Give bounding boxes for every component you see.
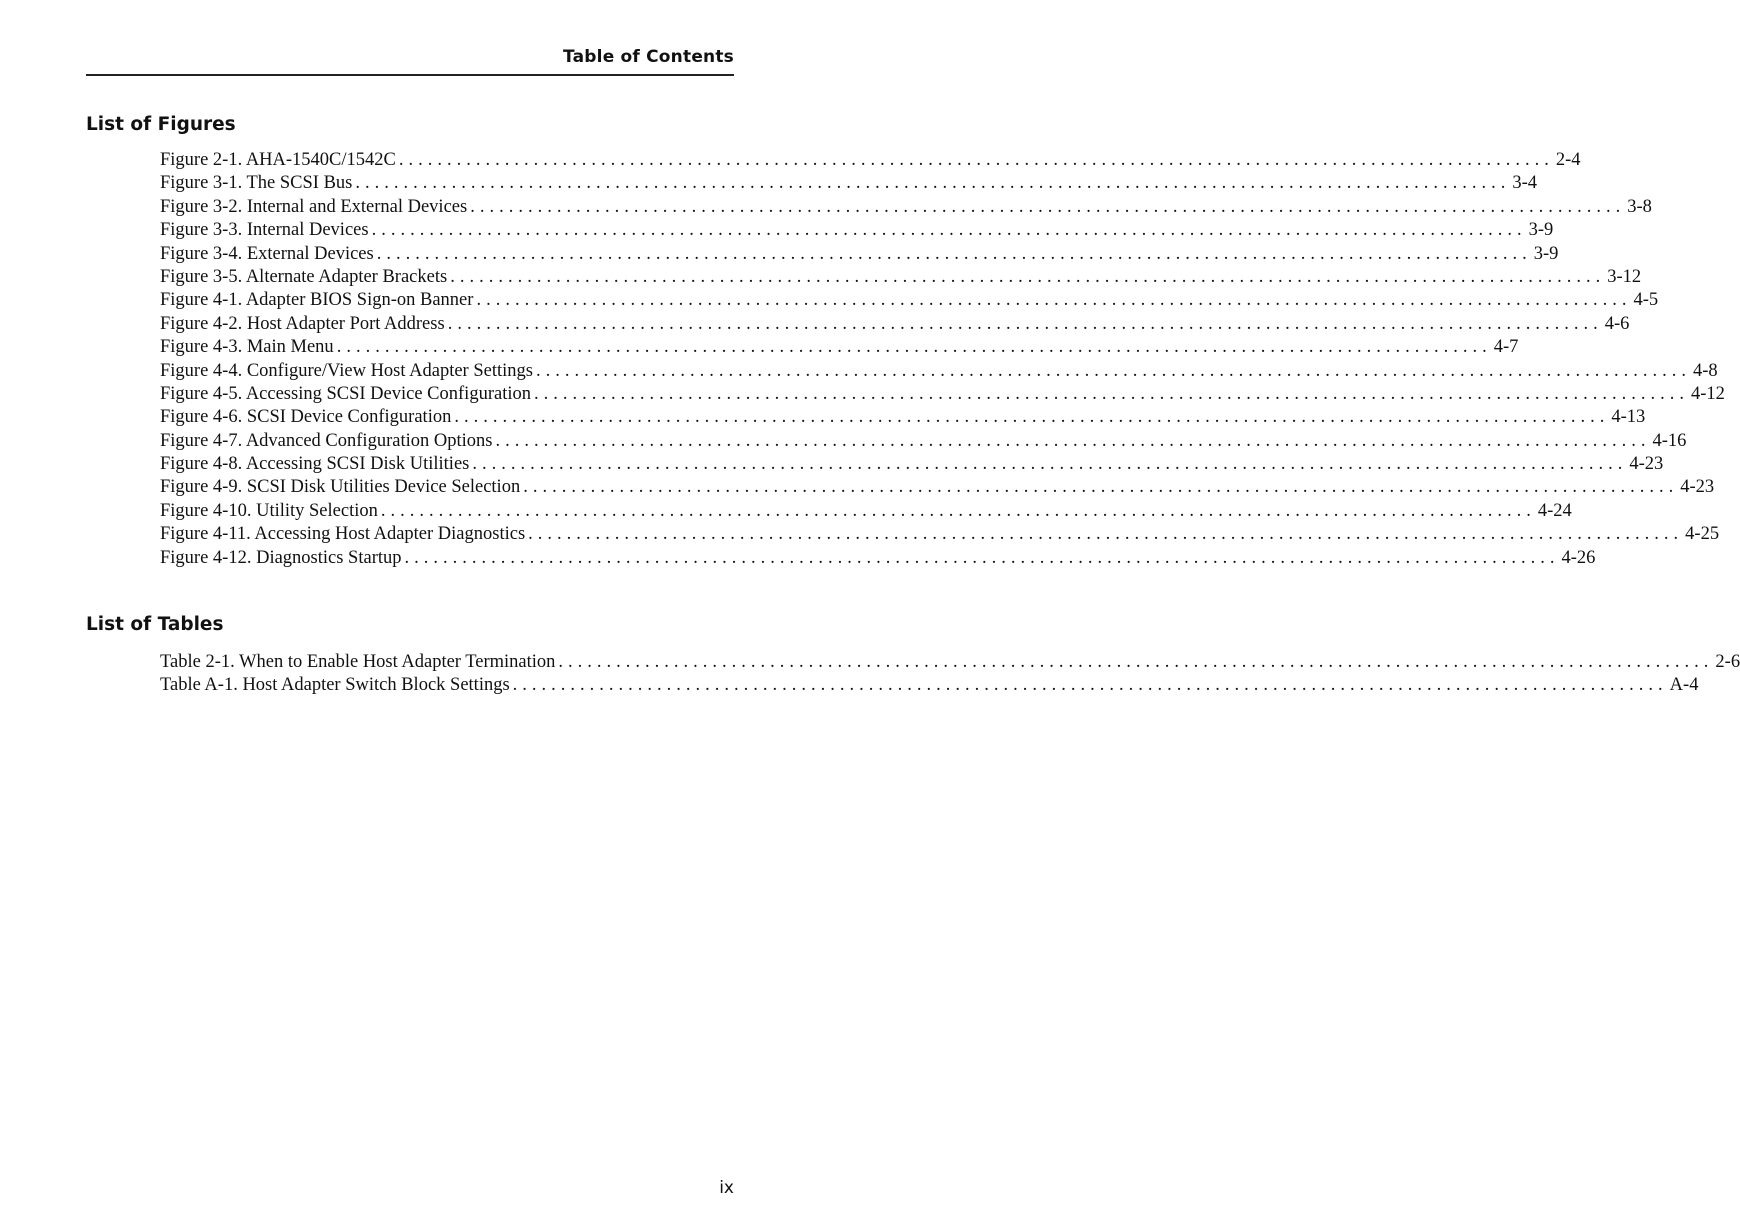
entry-title: Figure 4-5. Accessing SCSI Device Configuration [160, 383, 531, 404]
entry-title: Figure 4-6. SCSI Device Configuration [160, 407, 452, 428]
dot-leader: ........................................................................................................................ [447, 313, 1603, 334]
dot-leader: ........................................................................................................................ [355, 173, 1511, 194]
entry-page: 4-6 [1604, 313, 1630, 334]
dot-leader: ........................................................................................................................ [454, 407, 1610, 428]
dot-leader: ........................................................................................................................ [380, 500, 1536, 521]
figure-entry[interactable] [160, 196, 1652, 219]
dot-leader: ........................................................................................................................ [512, 675, 1668, 696]
entry-page: 4-23 [1629, 454, 1664, 475]
entry-title: Figure 3-5. Alternate Adapter Brackets [160, 266, 448, 287]
figure-entry[interactable] [160, 523, 1720, 546]
figure-entry[interactable] [160, 500, 1572, 523]
figure-entry[interactable] [160, 336, 1519, 359]
entry-title: Figure 4-12. Diagnostics Startup [160, 547, 402, 568]
entry-page: 3-12 [1607, 266, 1642, 287]
entry-title: Table A-1. Host Adapter Switch Block Settings [160, 675, 510, 696]
dot-leader: ........................................................................................................................ [376, 243, 1532, 264]
entry-title: Figure 4-4. Configure/View Host Adapter Settings [160, 360, 533, 381]
entry-title: Figure 4-8. Accessing SCSI Disk Utilities [160, 454, 470, 475]
figure-entry[interactable] [160, 289, 1659, 312]
figure-entry[interactable] [160, 430, 1687, 453]
dot-leader: ........................................................................................................................ [533, 383, 1689, 404]
entry-title: Figure 3-4. External Devices [160, 243, 374, 264]
figure-entry[interactable] [160, 453, 1664, 476]
entry-page: 4-13 [1611, 407, 1646, 428]
figure-entry[interactable] [160, 172, 1538, 195]
entry-page: 3-9 [1528, 220, 1554, 241]
page-number: ix [719, 1178, 734, 1198]
running-header: Table of Contents [563, 47, 734, 67]
dot-leader: ........................................................................................................................ [450, 266, 1606, 287]
entry-page: 2-6 [1715, 652, 1740, 672]
entry-page: 3-4 [1512, 173, 1538, 194]
dot-leader: ........................................................................................................................ [528, 524, 1684, 545]
entry-page: 4-12 [1690, 383, 1725, 404]
figure-entry[interactable] [160, 360, 1718, 383]
figure-entry[interactable] [160, 313, 1630, 336]
dot-leader: ........................................................................................................................ [336, 337, 1492, 358]
figure-entry[interactable] [160, 219, 1554, 242]
entry-title: Figure 4-7. Advanced Configuration Options [160, 430, 493, 451]
entry-title: Figure 4-1. Adapter BIOS Sign-on Banner [160, 290, 474, 311]
entry-page: 4-5 [1633, 290, 1659, 311]
figure-entry[interactable] [160, 383, 1725, 406]
dot-leader: ........................................................................................................................ [472, 454, 1628, 475]
figure-entry[interactable] [160, 406, 1646, 429]
entry-page: 4-16 [1652, 430, 1687, 451]
list-of-tables-heading: List of Tables [86, 614, 224, 635]
entry-title: Figure 4-3. Main Menu [160, 337, 334, 358]
entry-page: 4-8 [1692, 360, 1718, 381]
dot-leader: ........................................................................................................................ [404, 547, 1560, 568]
entry-page: 4-25 [1685, 524, 1720, 545]
entry-page: 4-7 [1493, 337, 1519, 358]
figure-entry[interactable] [160, 547, 1596, 570]
table-entry[interactable] [160, 651, 1740, 674]
entry-title: Figure 3-2. Internal and External Devices [160, 196, 468, 217]
entry-page: 3-9 [1533, 243, 1559, 264]
entry-title: Figure 4-9. SCSI Disk Utilities Device Selection [160, 477, 521, 498]
entry-title: Figure 4-2. Host Adapter Port Address [160, 313, 445, 334]
entry-title: Figure 4-10. Utility Selection [160, 500, 378, 521]
list-of-figures-heading: List of Figures [86, 114, 236, 135]
entry-title: Figure 4-11. Accessing Host Adapter Diagnostics [160, 524, 526, 545]
entry-title: Figure 3-3. Internal Devices [160, 220, 369, 241]
figure-entry[interactable] [160, 243, 1559, 266]
entry-page: 4-23 [1680, 477, 1715, 498]
dot-leader: ........................................................................................................................ [476, 290, 1632, 311]
dot-leader: ........................................................................................................................ [398, 150, 1554, 170]
entry-page: 4-24 [1537, 500, 1572, 521]
figures-list [160, 149, 1725, 570]
entry-page: 4-26 [1561, 547, 1596, 568]
entry-page: 2-4 [1555, 150, 1581, 170]
dot-leader: ........................................................................................................................ [371, 220, 1527, 241]
figure-entry[interactable] [160, 266, 1642, 289]
dot-leader: ........................................................................................................................ [523, 477, 1679, 498]
table-entry[interactable] [160, 674, 1699, 697]
dot-leader: ........................................................................................................................ [470, 196, 1626, 217]
entry-title: Figure 3-1. The SCSI Bus [160, 173, 353, 194]
entry-page: A-4 [1669, 675, 1699, 696]
dot-leader: ........................................................................................................................ [535, 360, 1691, 381]
figure-entry[interactable] [160, 476, 1715, 499]
dot-leader: ........................................................................................................................ [558, 652, 1714, 672]
tables-list [160, 651, 1740, 698]
entry-title: Table 2-1. When to Enable Host Adapter Termination [160, 652, 556, 672]
header-rule [86, 74, 734, 76]
dot-leader: ........................................................................................................................ [495, 430, 1651, 451]
entry-page: 3-8 [1627, 196, 1652, 217]
figure-entry[interactable] [160, 149, 1581, 172]
entry-title: Figure 2-1. AHA-1540C/1542C [160, 150, 396, 170]
